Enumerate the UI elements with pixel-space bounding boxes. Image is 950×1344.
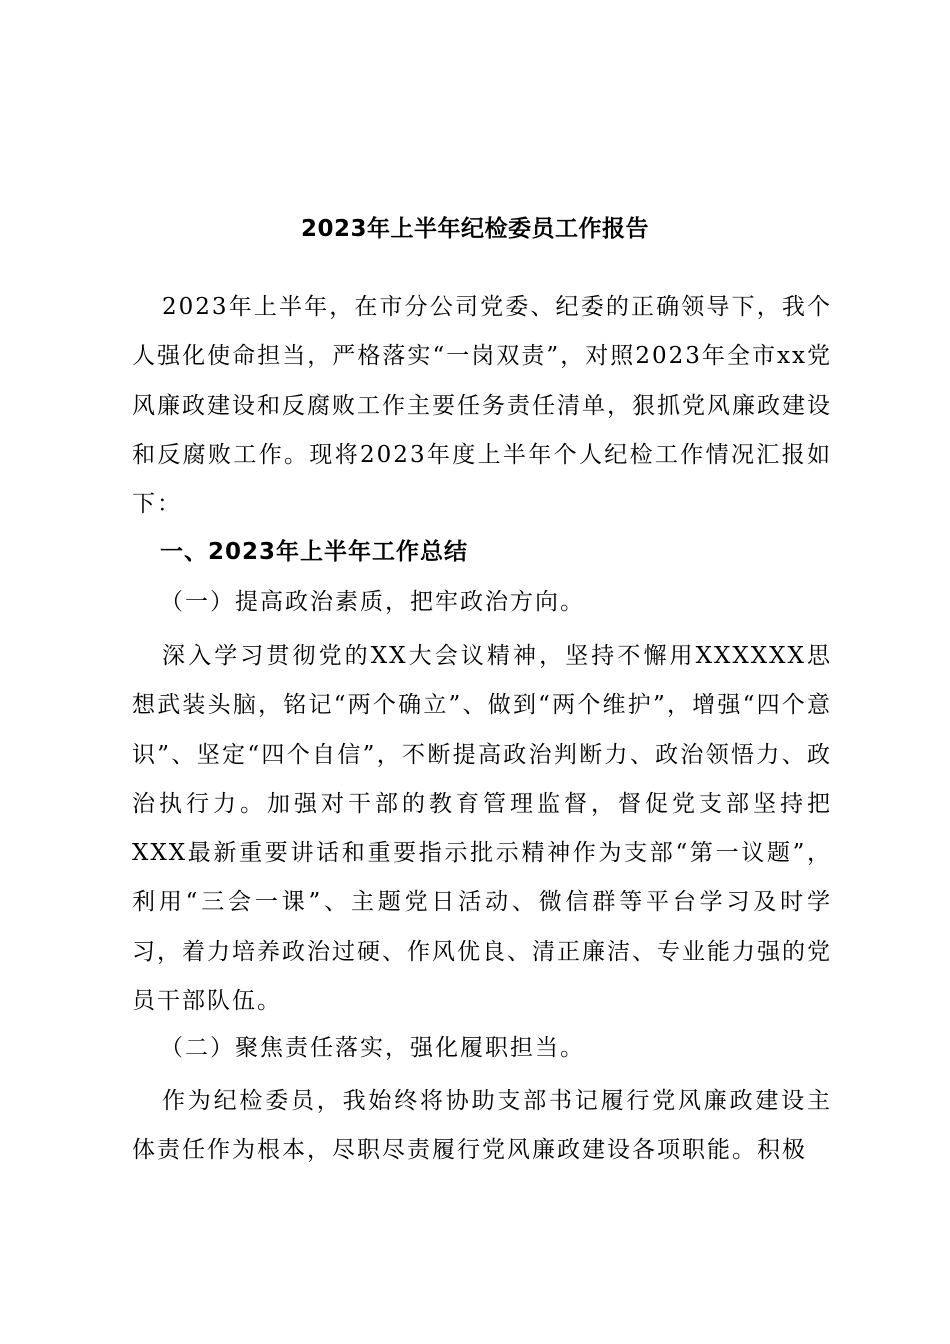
document-title: 2023年上半年纪检委员工作报告 — [300, 216, 649, 242]
section-heading-1: 一、2023年上半年工作总结 — [160, 539, 469, 565]
intro-paragraph: 2023年上半年，在市分公司党委、纪委的正确领导下，我个人强化使命担当，严格落实“一岗双责”，对照2023年全市xx党风廉政建设和反腐败工作主要任务责任清单，狠抓党风廉政建设和反腐败工作。现将2023年度上半年个人纪检工作情况汇报如下： — [132, 294, 832, 518]
subsection-heading-1: （一）提高政治素质，把牢政治方向。 — [160, 589, 585, 615]
subsection-1-paragraph: 深入学习贯彻党的XX大会议精神，坚持不懈用XXXXXX思想武装头脑，铭记“两个确立”、做到“两个维护”，增强“四个意识”、坚定“四个自信”，不断提高政治判断力、政治领悟力、政治执行力。加强对干部的教育管理监督，督促党支部坚持把XXX最新重要讲话和重要指示批示精神作为支部“第一议题”，利用“三会一课”、主题党日活动、微信群等平台学习及时学习，着力培养政治过硬、作风优良、清正廉洁、专业能力强的党员干部队伍。 — [132, 643, 832, 1015]
subsection-2-paragraph: 作为纪检委员，我始终将协助支部书记履行党风廉政建设主体责任作为根本，尽职尽责履行党风廉政建设各项职能。积极 — [132, 1088, 832, 1164]
subsection-heading-2: （二）聚焦责任落实，强化履职担当。 — [160, 1035, 585, 1061]
